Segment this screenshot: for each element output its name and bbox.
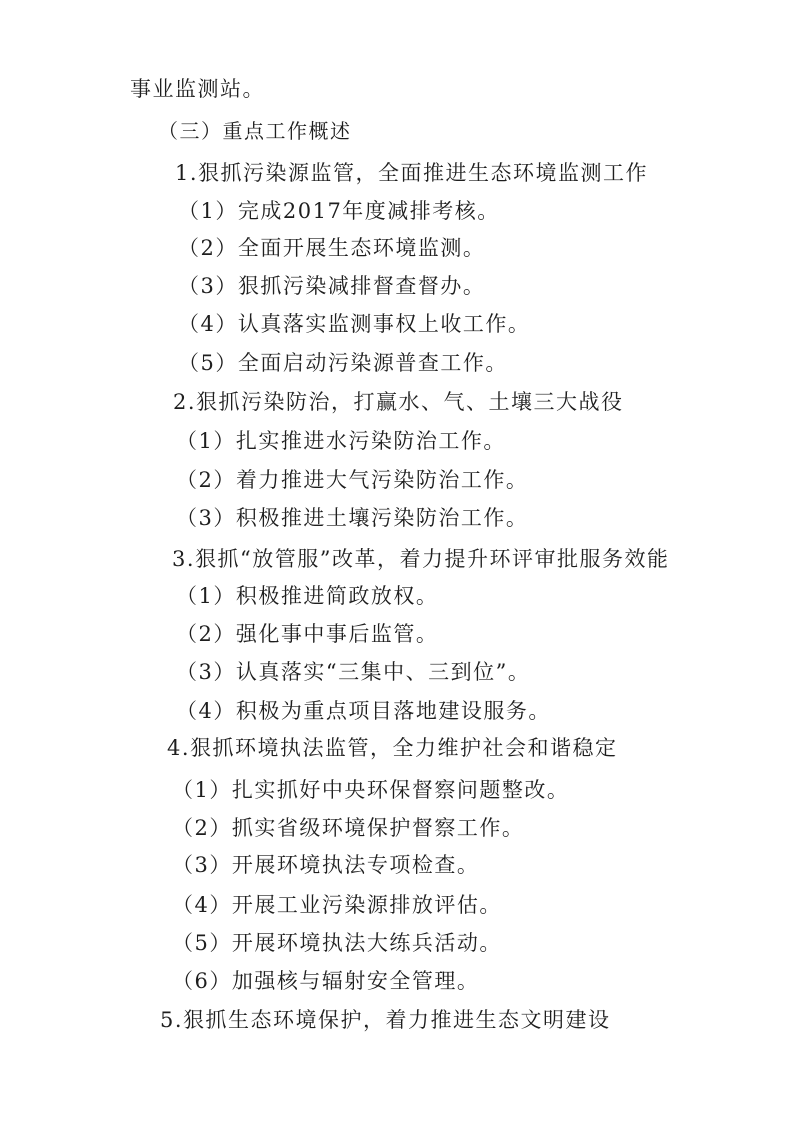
list-item: （1）完成2017年度减排考核。	[178, 199, 500, 223]
section-heading: （三）重点工作概述	[158, 119, 352, 143]
list-item: （1）扎实推进水污染防治工作。	[176, 429, 506, 453]
list-item: （3）积极推进土壤污染防治工作。	[176, 506, 529, 530]
list-item: （3）狠抓污染减排督查督办。	[178, 274, 486, 298]
list-item: （2）着力推进大气污染防治工作。	[176, 468, 529, 492]
list-item: （3）认真落实“三集中、三到位”。	[176, 660, 531, 684]
list-item: （2）强化事中事后监管。	[176, 622, 439, 646]
list-item: （1）扎实抓好中央环保督察问题整改。	[172, 778, 570, 802]
list-item: （4）认真落实监测事权上收工作。	[178, 312, 531, 336]
list-item: （2）全面开展生态环境监测。	[178, 236, 486, 260]
list-item: （5）开展环境执法大练兵活动。	[172, 931, 502, 955]
list-item: （4）积极为重点项目落地建设服务。	[176, 699, 551, 723]
list-item: （4）开展工业污染源排放评估。	[172, 893, 502, 917]
subsection-heading-5: 5.狠抓生态环境保护，着力推进生态文明建设	[160, 1008, 611, 1032]
list-item: （2）抓实省级环境保护督察工作。	[172, 816, 525, 840]
subsection-heading-3: 3.狠抓“放管服”改革，着力提升环评审批服务效能	[172, 547, 670, 571]
list-item: （6）加强核与辐射安全管理。	[172, 969, 480, 993]
list-item: （3）开展环境执法专项检查。	[172, 853, 480, 877]
subsection-heading-2: 2.狠抓污染防治，打赢水、气、土壤三大战役	[173, 390, 624, 414]
continuation-line: 事业监测站。	[130, 77, 265, 101]
list-item: （1）积极推进简政放权。	[176, 584, 439, 608]
list-item: （5）全面启动污染源普查工作。	[178, 351, 508, 375]
subsection-heading-1: 1.狠抓污染源监管，全面推进生态环境监测工作	[175, 161, 649, 185]
subsection-heading-4: 4.狠抓环境执法监管，全力维护社会和谐稳定	[167, 736, 618, 760]
